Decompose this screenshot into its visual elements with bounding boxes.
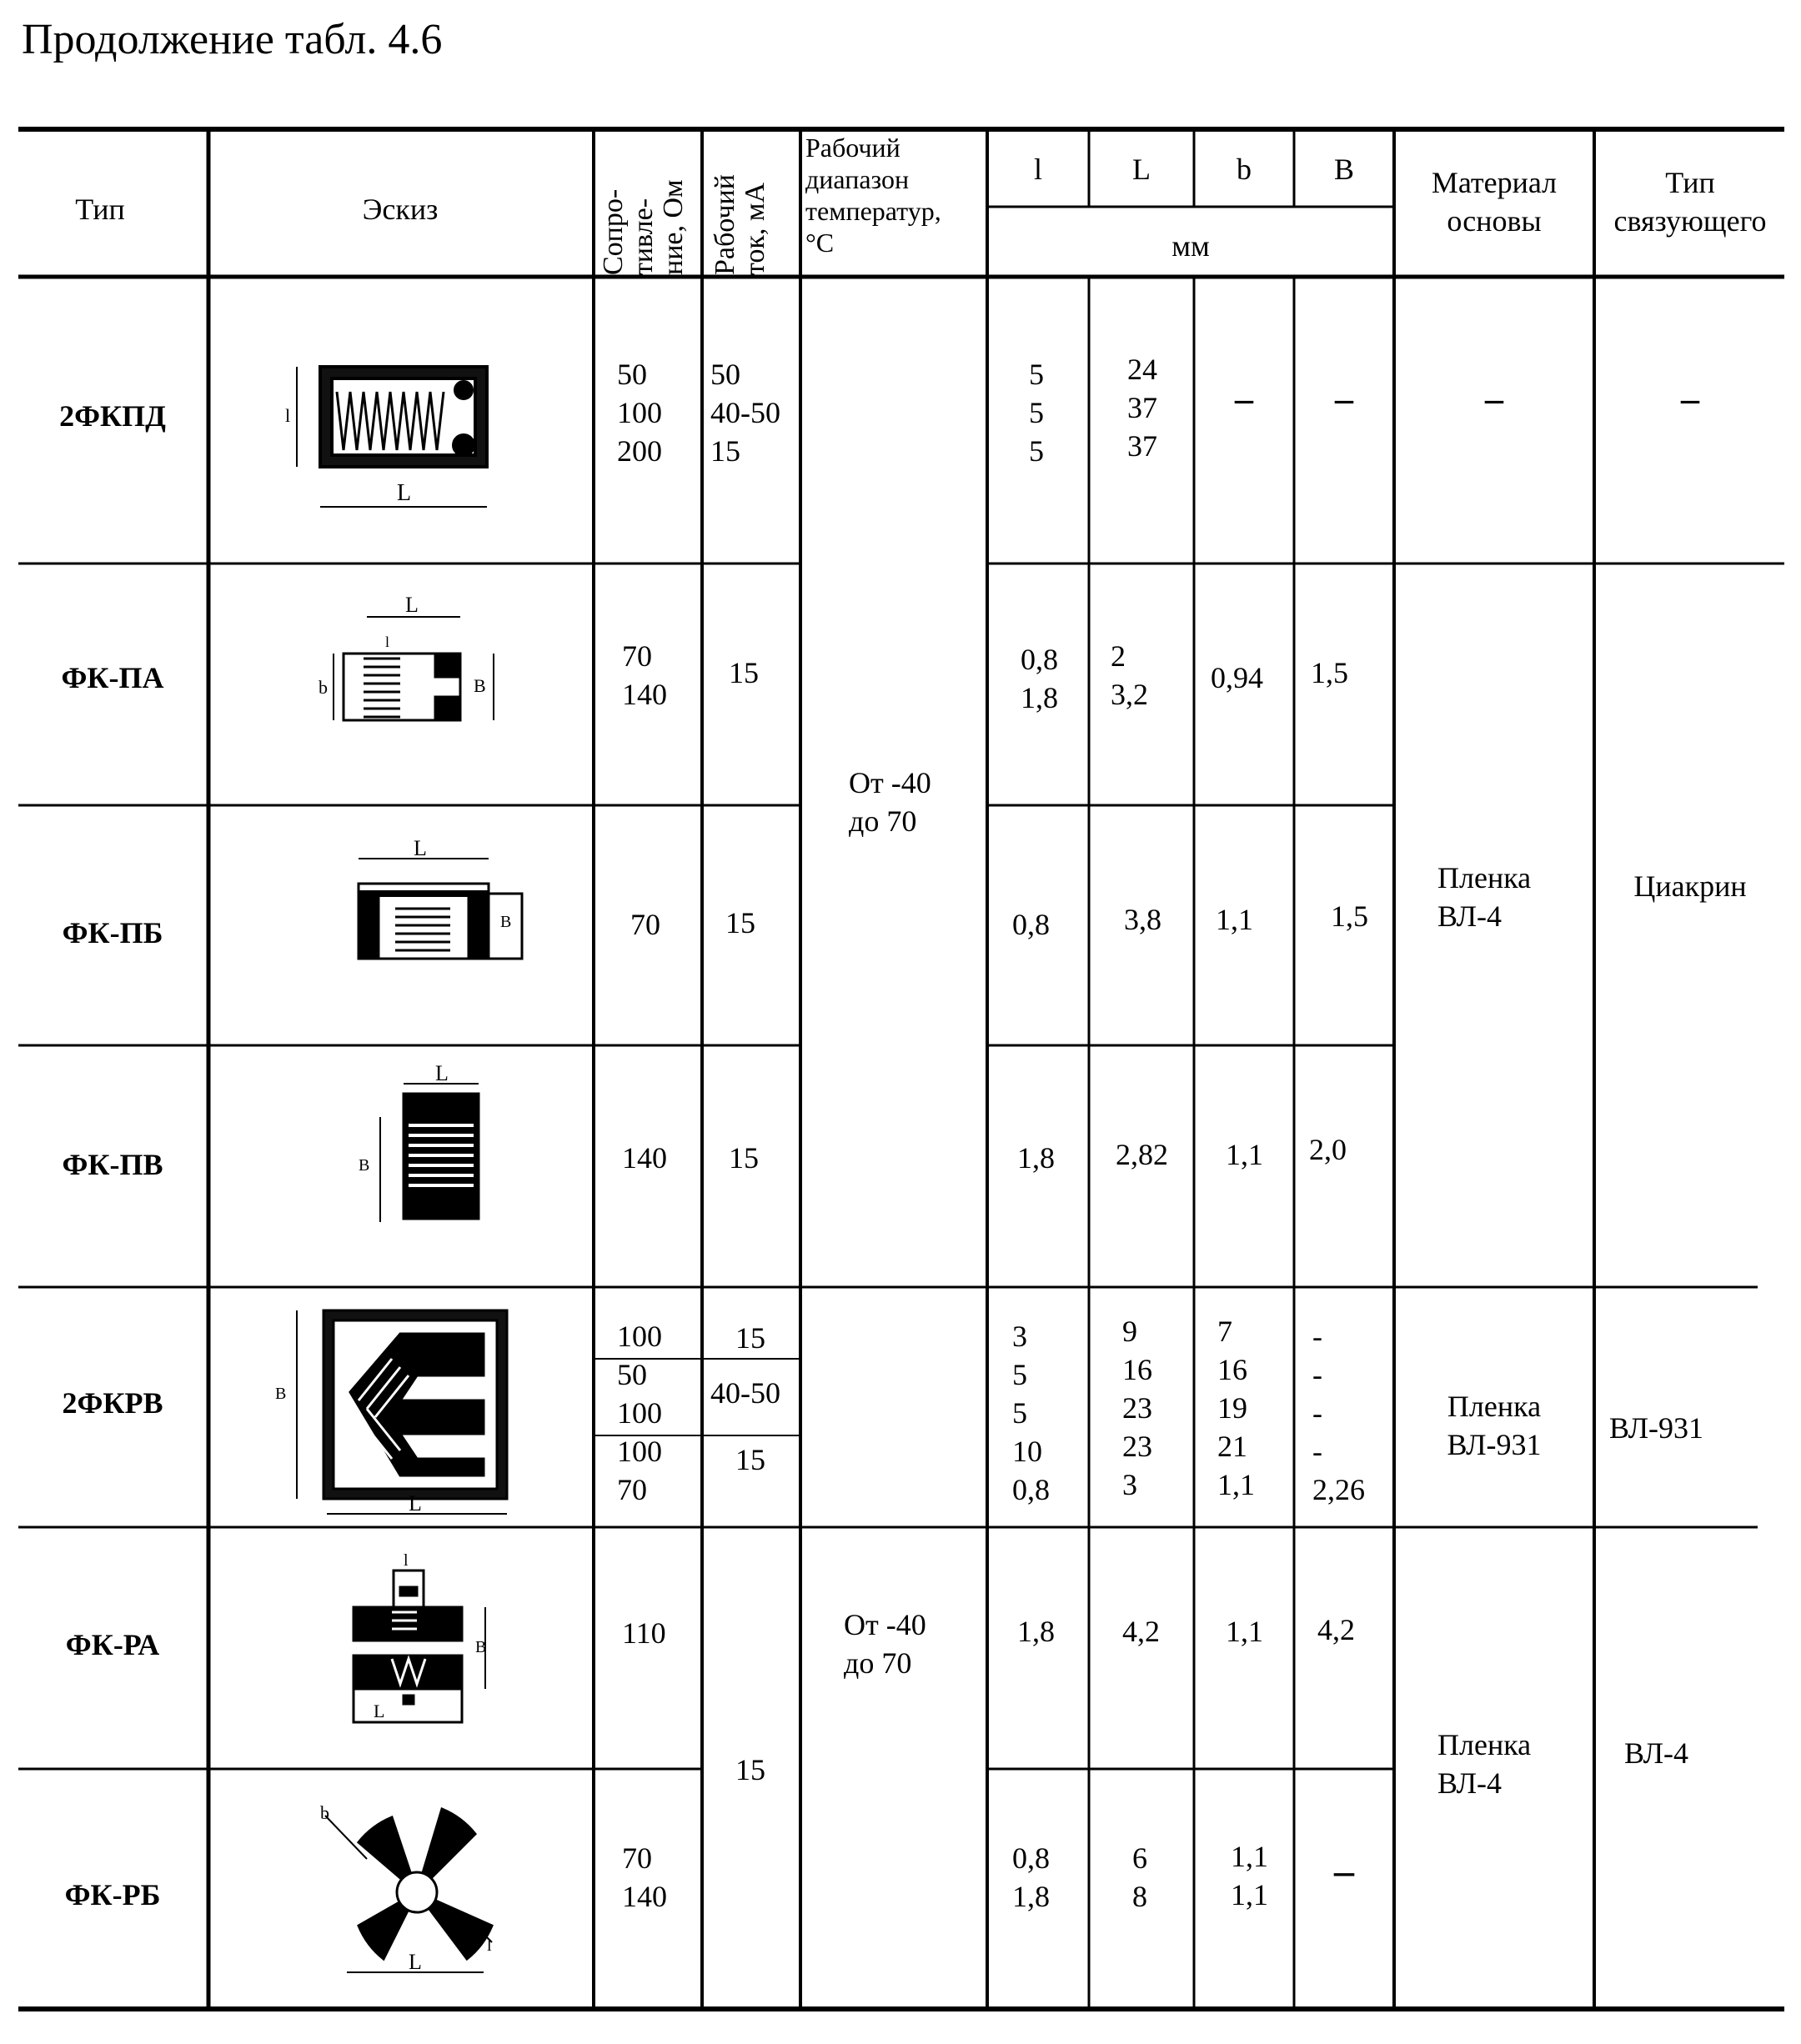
row-b-fk-pb: 1,1 xyxy=(1216,903,1253,936)
row-resistance-2fkrv-g3: 100 70 xyxy=(617,1435,662,1506)
header-L: L xyxy=(1132,153,1151,186)
row-current-2fkrv-g2: 40-50 xyxy=(710,1376,780,1410)
header-current: Рабочий ток, мА xyxy=(710,174,770,275)
sketch-label: L xyxy=(409,1491,422,1515)
header-type: Тип xyxy=(75,193,125,226)
row-L-fk-ra: 4,2 xyxy=(1122,1615,1160,1648)
row-b-2fkpd: – xyxy=(1235,378,1253,419)
row-current-2fkrv-g1: 15 xyxy=(735,1321,765,1355)
sketch-label: l xyxy=(285,405,291,426)
row-l-fk-pb: 0,8 xyxy=(1012,908,1050,941)
temp-range-group-2: От -40 до 70 xyxy=(844,1608,926,1680)
row-current-fk-pb: 15 xyxy=(725,906,755,939)
temp-range-group-1: От -40 до 70 xyxy=(849,766,931,838)
row-type-2fkrv: 2ФКРВ xyxy=(62,1386,163,1420)
row-type-2fkpd: 2ФКПД xyxy=(59,399,166,433)
sketch-label: L xyxy=(397,480,412,506)
row-resistance-2fkpd: 50 100 200 xyxy=(617,358,662,468)
material-group-1: Пленка ВЛ-4 xyxy=(1437,861,1532,933)
row-resistance-2fkrv-g2: 50 100 xyxy=(617,1358,662,1430)
row-L-fk-rb: 6 8 xyxy=(1132,1841,1147,1913)
sketch-label: B xyxy=(500,913,512,931)
row-b-2fkrv: 7 16 19 21 1,1 xyxy=(1217,1315,1255,1501)
header-sketch: Эскиз xyxy=(362,193,439,226)
binder-2fkrv: ВЛ-931 xyxy=(1609,1411,1704,1445)
row-current-2fkpd: 50 40-50 15 xyxy=(710,358,780,468)
row-type-fk-pv: ФК-ПВ xyxy=(62,1148,163,1181)
row-L-fk-pb: 3,8 xyxy=(1124,903,1161,936)
sketch-label: B xyxy=(275,1385,287,1403)
row-B-2fkrv: - - - - 2,26 xyxy=(1312,1320,1365,1506)
header-l: l xyxy=(1033,153,1042,186)
row-L-fk-pv: 2,82 xyxy=(1116,1138,1168,1171)
sketch-label: L xyxy=(374,1701,385,1721)
row-l-fk-ra: 1,8 xyxy=(1017,1615,1055,1648)
sketch-label: L xyxy=(435,1061,449,1085)
header-mm: мм xyxy=(1171,229,1210,263)
material-2fkrv: Пленка ВЛ-931 xyxy=(1447,1390,1542,1461)
binder-group-3: ВЛ-4 xyxy=(1624,1736,1689,1770)
row-b-fk-rb: 1,1 1,1 xyxy=(1231,1840,1268,1911)
row-resistance-fk-pa: 70 140 xyxy=(622,639,667,711)
row-L-2fkpd: 24 37 37 xyxy=(1127,353,1157,463)
row-b-fk-pa: 0,94 xyxy=(1211,661,1263,694)
row-type-fk-pa: ФК-ПА xyxy=(61,661,164,694)
row-type-fk-pb: ФК-ПБ xyxy=(62,916,163,949)
header-resistance: Сопро- тивле- ние, Ом xyxy=(598,179,689,275)
row-B-fk-rb: – xyxy=(1334,1849,1354,1893)
header-base-material: Материал основы xyxy=(1431,166,1558,238)
row-l-fk-rb: 0,8 1,8 xyxy=(1012,1841,1050,1913)
row-resistance-fk-pb: 70 xyxy=(630,908,660,941)
sketch-label: b xyxy=(320,1802,329,1823)
binder-group-1: Циакрин xyxy=(1633,869,1747,903)
sketch-label: b xyxy=(319,677,328,698)
row-L-fk-pa: 2 3,2 xyxy=(1111,639,1148,711)
row-b-fk-ra: 1,1 xyxy=(1226,1615,1263,1648)
row-resistance-fk-pv: 140 xyxy=(622,1141,667,1175)
row-binder-2fkpd: – xyxy=(1681,378,1699,419)
row-l-fk-pa: 0,8 1,8 xyxy=(1021,643,1058,714)
row-resistance-fk-ra: 110 xyxy=(622,1616,666,1650)
row-l-fk-pv: 1,8 xyxy=(1017,1141,1055,1175)
row-B-2fkpd: – xyxy=(1335,378,1353,419)
header-binder: Тип связующего xyxy=(1613,166,1767,238)
row-type-fk-rb: ФК-РБ xyxy=(64,1878,161,1911)
current-ra-rb: 15 xyxy=(735,1753,765,1786)
row-resistance-2fkrv-g1: 100 xyxy=(617,1320,662,1353)
row-resistance-fk-rb: 70 140 xyxy=(622,1841,667,1913)
row-L-2fkrv: 9 16 23 23 3 xyxy=(1122,1315,1152,1501)
row-B-fk-pv: 2,0 xyxy=(1309,1133,1347,1166)
sketch-label: l xyxy=(385,634,390,650)
sketch-label: L xyxy=(409,1950,422,1974)
sketch-label: B xyxy=(475,1638,487,1656)
row-B-fk-ra: 4,2 xyxy=(1317,1613,1355,1646)
row-current-fk-pa: 15 xyxy=(729,656,759,689)
sketch-label: B xyxy=(359,1156,370,1175)
row-B-fk-pb: 1,5 xyxy=(1331,899,1368,933)
row-type-fk-ra: ФК-РА xyxy=(65,1628,160,1661)
material-group-3: Пленка ВЛ-4 xyxy=(1437,1728,1532,1800)
header-temp-range: Рабочий диапазон температур, °C xyxy=(805,133,941,258)
sketch-label: L xyxy=(414,836,427,860)
header-b: b xyxy=(1237,153,1252,186)
sketch-label: l xyxy=(404,1551,409,1570)
page-title: Продолжение табл. 4.6 xyxy=(22,16,443,63)
header-B: B xyxy=(1333,153,1354,186)
row-b-fk-pv: 1,1 xyxy=(1226,1138,1263,1171)
row-current-fk-pv: 15 xyxy=(729,1141,759,1175)
sketch-label: B xyxy=(474,675,486,696)
sketch-label: L xyxy=(405,593,419,617)
row-l-2fkrv: 3 5 5 10 0,8 xyxy=(1012,1320,1050,1506)
sketch-label: l xyxy=(487,1936,492,1955)
row-material-2fkpd: – xyxy=(1485,378,1503,419)
row-l-2fkpd: 5 5 5 xyxy=(1029,358,1044,468)
row-current-2fkrv-g3: 15 xyxy=(735,1443,765,1476)
row-B-fk-pa: 1,5 xyxy=(1311,656,1348,689)
